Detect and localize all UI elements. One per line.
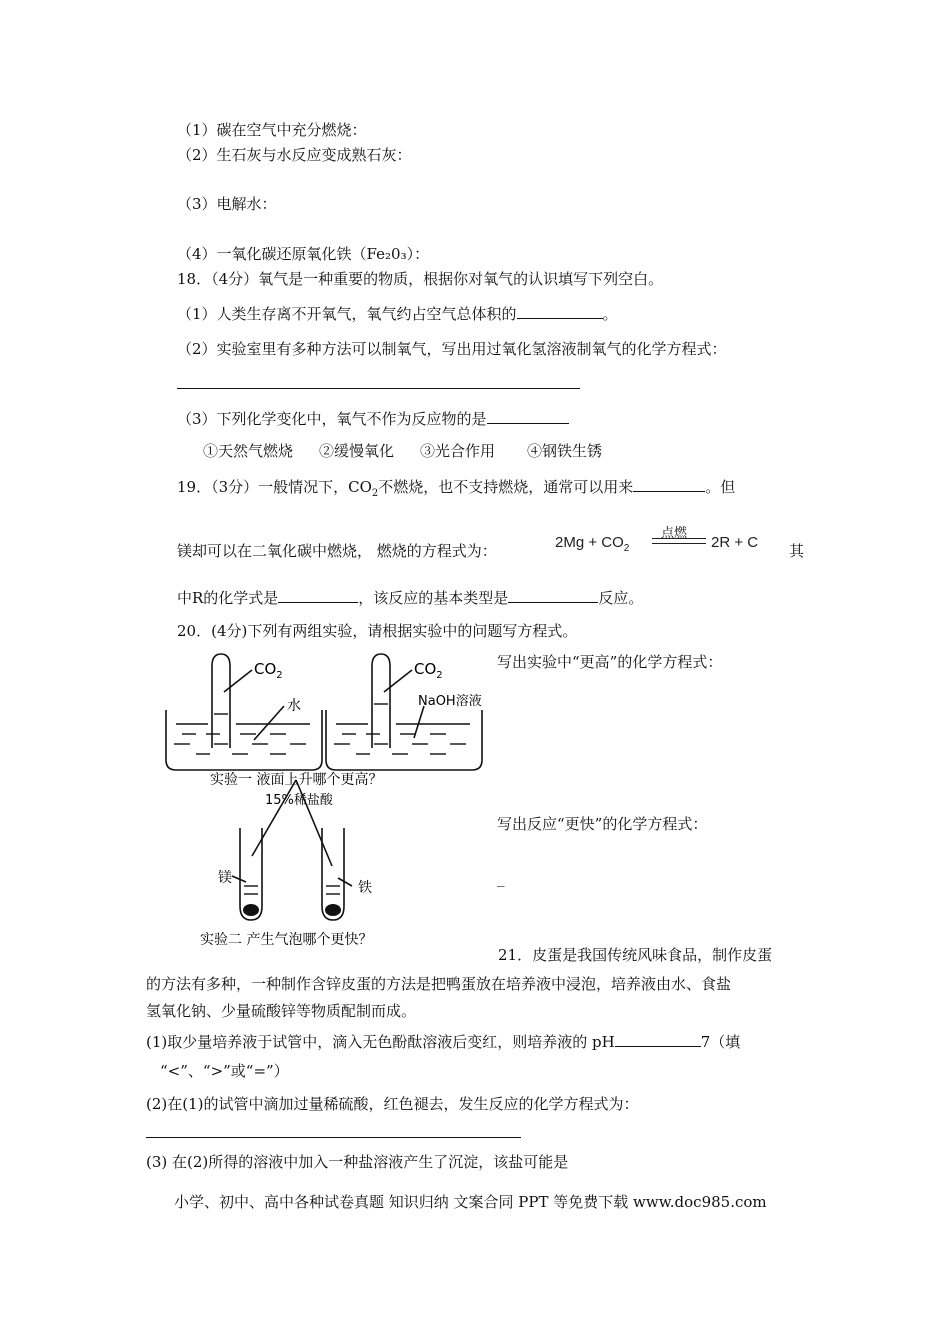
answer-line[interactable] (146, 1137, 521, 1138)
q19-line-2-end: 其 (789, 542, 805, 560)
q19-line-3-text-b: ，该反应的基本类型是 (358, 589, 509, 607)
answer-blank[interactable] (278, 588, 358, 603)
equation-double-line (652, 538, 706, 544)
q18-part-2: （2）实验室里有多种方法可以制氧气，写出用过氧化氢溶液制氧气的化学方程式： (177, 340, 727, 358)
q21-part-1-text: (1)取少量培养液于试管中，滴入无色酚酞溶液后变红，则培养液的 pH (146, 1033, 615, 1051)
answer-blank[interactable] (487, 409, 569, 424)
answer-line[interactable] (177, 388, 580, 389)
answer-blank[interactable] (615, 1032, 701, 1047)
q21-line-1: 21．皮蛋是我国传统风味食品，制作皮蛋 (498, 946, 773, 964)
trough-right (326, 710, 482, 770)
q17-item-4: （4）一氧化碳还原氧化铁（Fe₂0₃）： (177, 245, 430, 263)
equation-products: 2R + C (711, 534, 759, 551)
q21-part-1-hint: “<”、“>”或“=”） (160, 1062, 289, 1080)
q19-co2-subscript: 2 (371, 488, 379, 499)
experiment-1-caption: 实验一 液面上升哪个更高？ (210, 772, 383, 788)
water-label: 水 (287, 698, 301, 714)
q21-part-1-end: 7（填 (700, 1033, 741, 1051)
co2-label-left: $CO_2$ (254, 660, 283, 681)
q17-item-1: （1）碳在空气中充分燃烧： (177, 121, 367, 139)
page-footer: 小学、初中、高中各种试卷真题 知识归纳 文案合同 PPT 等免费下载 www.doc985.com (174, 1193, 767, 1211)
q18-option-3: ③光合作用 (420, 442, 496, 460)
q18-option-4: ④钢铁生锈 (527, 442, 603, 460)
q20-ask-higher: 写出实验中“更高”的化学方程式： (497, 653, 723, 671)
q19-line-1-end: 。但 (705, 478, 736, 496)
trough-left (166, 710, 322, 770)
q21-part-2: (2)在(1)的试管中滴加过量稀硫酸，红色褪去，发生反应的化学方程式为： (146, 1095, 639, 1113)
q18-options (203, 441, 602, 461)
magnesium-sample (243, 904, 259, 916)
q18-title: 18．（4分）氧气是一种重要的物质，根据你对氧气的认识填写下列空白。 (177, 270, 664, 288)
q19-line-1 (177, 477, 735, 497)
q21-part-1 (146, 1032, 740, 1052)
q18-part-1-text: （1）人类生存离不开氧气，氧气约占空气总体积的 (177, 305, 517, 323)
q17-item-2: （2）生石灰与水反应变成熟石灰： (177, 146, 412, 164)
q18-part-1 (177, 304, 618, 324)
q18-option-2: ②缓慢氧化 (319, 442, 395, 460)
q18-option-1: ①天然气燃烧 (203, 442, 294, 460)
q21-part-3: (3) 在(2)所得的溶液中加入一种盐溶液产生了沉淀，该盐可能是 (146, 1153, 569, 1171)
q18-part-1-end: 。 (602, 305, 618, 323)
acid-label: 15%稀盐酸 (265, 793, 333, 808)
naoh-label: NaOH溶液 (418, 694, 482, 709)
q21-line-2: 的方法有多种，一种制作含锌皮蛋的方法是把鸭蛋放在培养液中浸泡，培养液由水、食盐 (146, 975, 732, 993)
q18-part-3 (177, 409, 569, 429)
q19-line-3-end: 反应。 (598, 589, 644, 607)
answer-blank[interactable] (508, 588, 598, 603)
experiment-figure (160, 648, 500, 950)
co2-label-right: $CO_2$ (414, 660, 443, 681)
answer-blank[interactable] (633, 477, 705, 492)
q19-line-1-text-b: 不燃烧，也不支持燃烧，通常可以用来 (378, 478, 634, 496)
q20-ask-faster: 写出反应“更快”的化学方程式： (497, 815, 708, 833)
answer-blank[interactable] (517, 304, 603, 319)
iron-sample (325, 904, 341, 916)
q19-line-3-text: 中R的化学式是 (177, 589, 279, 607)
q21-line-3: 氢氧化钠、少量硫酸锌等物质配制而成。 (146, 1002, 417, 1020)
iron-label: 铁 (358, 880, 372, 896)
q19-line-3 (177, 588, 643, 608)
q19-line-1-text: 19．（3分）一般情况下，CO (177, 478, 372, 496)
q20-answer-dash: _ (497, 869, 505, 887)
q20-title: 20．(4分)下列有两组实验，请根据实验中的问题写方程式。 (177, 622, 578, 640)
magnesium-label: 镁 (218, 870, 232, 886)
equation-condition: 点燃 (661, 525, 688, 540)
experiment-2-caption: 实验二 产生气泡哪个更快？ (200, 932, 373, 948)
q17-item-3: （3）电解水： (177, 195, 277, 213)
q19-line-2: 镁却可以在二氧化碳中燃烧， 燃烧的方程式为： (177, 542, 497, 560)
equation-left (555, 534, 630, 554)
q18-part-3-text: （3）下列化学变化中，氧气不作为反应物的是 (177, 410, 487, 428)
equation-reactants: 2Mg + CO (555, 534, 624, 551)
equation-subscript: 2 (623, 543, 630, 554)
